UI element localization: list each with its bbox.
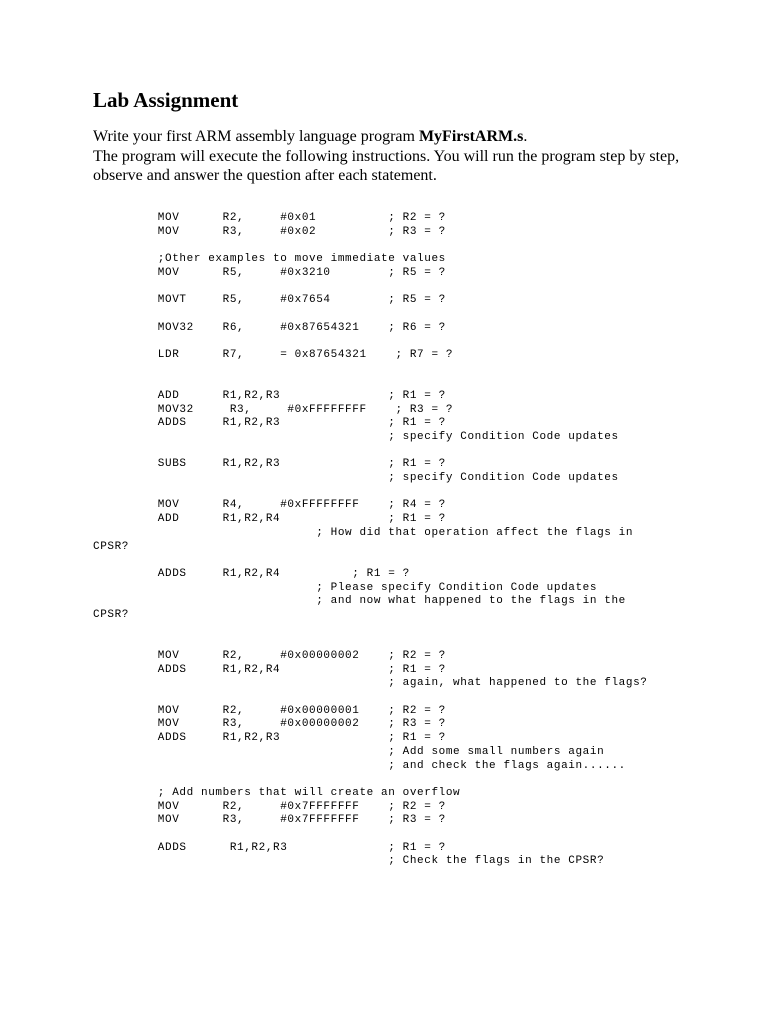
code-line: MOV R2, #0x01 ; R2 = ? <box>93 212 446 224</box>
code-line: LDR R7, = 0x87654321 ; R7 = ? <box>93 348 454 361</box>
code-line: ADD R1,R2,R4 ; R1 = ? <box>93 513 446 526</box>
code-line <box>93 691 753 705</box>
code-line: MOV R3, #0x7FFFFFFF ; R3 = ? <box>93 814 446 827</box>
code-line <box>93 280 753 294</box>
code-line <box>93 376 753 390</box>
code-line: ; Please specify Condition Code updates <box>93 581 598 594</box>
code-line: CPSR? <box>93 540 130 553</box>
code-line <box>93 335 753 349</box>
code-listing <box>93 212 753 869</box>
code-line <box>93 308 753 322</box>
code-line: ADDS R1,R2,R4 ; R1 = ? <box>93 567 410 580</box>
intro-text <box>93 127 693 186</box>
code-line: ; Check the flags in the CPSR? <box>93 855 605 868</box>
code-line: SUBS R1,R2,R3 ; R1 = ? <box>93 458 446 471</box>
code-line: ; specify Condition Code updates <box>93 472 619 485</box>
code-line <box>93 239 753 253</box>
code-line: ADDS R1,R2,R3 ; R1 = ? <box>93 732 446 745</box>
code-line: ; and now what happened to the flags in the <box>93 595 626 608</box>
code-line: ADD R1,R2,R3 ; R1 = ? <box>93 389 446 402</box>
code-line <box>93 363 753 377</box>
code-line: ;Other examples to move immediate values <box>93 253 446 266</box>
code-line <box>93 773 753 787</box>
code-line: MOV R2, #0x7FFFFFFF ; R2 = ? <box>93 800 446 813</box>
code-line: CPSR? <box>93 608 130 621</box>
code-line <box>93 636 753 650</box>
code-line <box>93 445 753 459</box>
code-line: MOV R3, #0x00000002 ; R3 = ? <box>93 718 446 731</box>
intro-paragraph2: The program will execute the following instructions. You will run the program step by step, observe and answer the question after each statement. <box>93 147 680 184</box>
code-line: ; Add some small numbers again <box>93 745 605 758</box>
code-line: ADDS R1,R2,R3 ; R1 = ? <box>93 841 446 854</box>
code-line: MOV32 R6, #0x87654321 ; R6 = ? <box>93 321 446 334</box>
code-line: MOVT R5, #0x7654 ; R5 = ? <box>93 294 446 307</box>
code-line: ; and check the flags again...... <box>93 759 626 772</box>
intro-line1-suffix: . <box>523 128 528 145</box>
code-line: MOV R5, #0x3210 ; R5 = ? <box>93 266 446 279</box>
code-line: ADDS R1,R2,R4 ; R1 = ? <box>93 663 446 676</box>
code-line <box>93 623 753 637</box>
intro-line1-prefix: Write your first ARM assembly language program <box>93 128 419 145</box>
code-line: ADDS R1,R2,R3 ; R1 = ? <box>93 417 446 430</box>
code-line: MOV R2, #0x00000001 ; R2 = ? <box>93 704 446 717</box>
code-line <box>93 828 753 842</box>
code-line: MOV R2, #0x00000002 ; R2 = ? <box>93 650 446 662</box>
code-line: MOV32 R3, #0xFFFFFFFF ; R3 = ? <box>93 403 454 416</box>
code-line: ; How did that operation affect the flags in <box>93 526 634 539</box>
code-line: ; Add numbers that will create an overflow <box>93 786 461 799</box>
code-line <box>93 554 753 568</box>
code-line <box>93 486 753 500</box>
code-line: ; again, what happened to the flags? <box>93 677 648 690</box>
page-title: Lab Assignment <box>93 88 239 112</box>
code-line: MOV R4, #0xFFFFFFFF ; R4 = ? <box>93 499 446 512</box>
program-name: MyFirstARM.s <box>418 128 524 145</box>
code-line: ; specify Condition Code updates <box>93 431 619 443</box>
code-line: MOV R3, #0x02 ; R3 = ? <box>93 225 446 238</box>
